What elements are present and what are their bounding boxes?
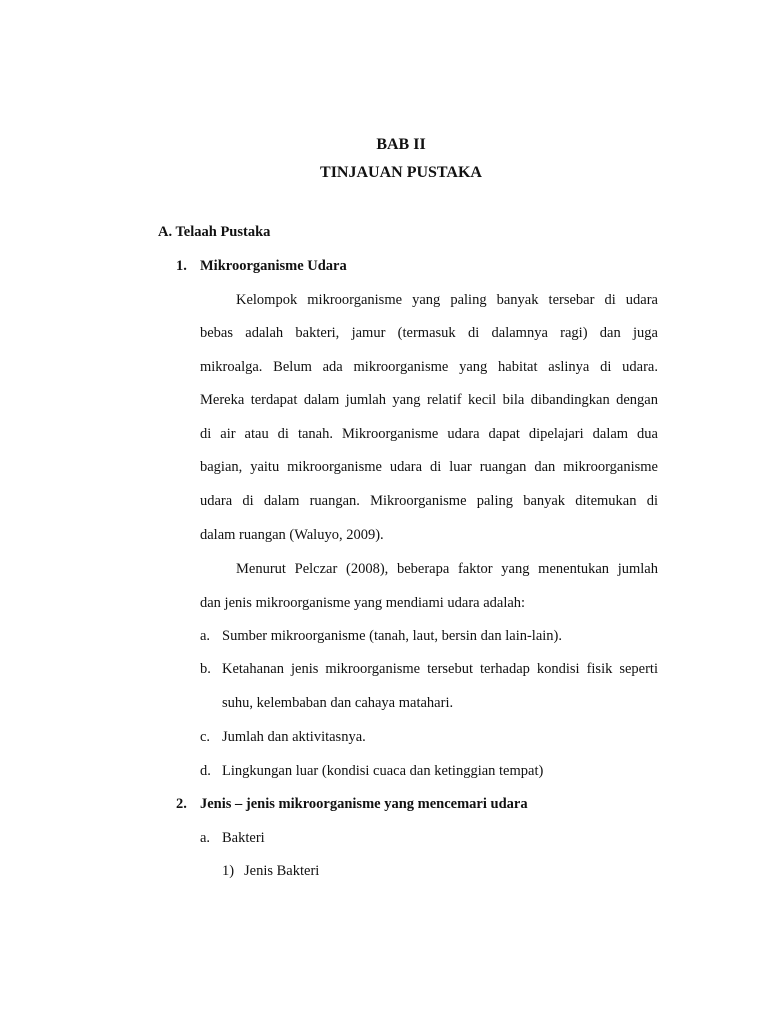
paragraph-line: Mereka terdapat dalam jumlah yang relatif kecil bila dibandingkan dengan [200, 392, 658, 408]
list-item-continued: suhu, kelembaban dan cahaya matahari. [222, 695, 454, 711]
list-marker: b. [200, 661, 211, 677]
list-item: Jumlah dan aktivitasnya. [222, 729, 366, 745]
paragraph-line: udara di dalam ruangan. Mikroorganisme paling banyak ditemukan di [200, 493, 658, 509]
paragraph-line: di air atau di tanah. Mikroorganisme udara dapat dipelajari dalam dua [200, 426, 658, 442]
paragraph-line: dalam ruangan (Waluyo, 2009). [200, 527, 384, 543]
list-marker: d. [200, 763, 211, 779]
paragraph-line: mikroalga. Belum ada mikroorganisme yang habitat aslinya di udara. [200, 359, 658, 375]
chapter-title: TINJAUAN PUSTAKA [320, 164, 482, 181]
paragraph-line: Menurut Pelczar (2008), beberapa faktor yang menentukan jumlah [236, 561, 658, 577]
list-marker: a. [200, 628, 211, 644]
list-item: Jenis Bakteri [244, 863, 320, 879]
list-marker: a. [200, 830, 211, 846]
paragraph-line: dan jenis mikroorganisme yang mendiami udara adalah: [200, 595, 526, 611]
list-item: Ketahanan jenis mikroorganisme tersebut terhadap kondisi fisik seperti [222, 661, 658, 677]
subsection-1-title: Mikroorganisme Udara [200, 258, 347, 274]
paragraph-line: bagian, yaitu mikroorganisme udara di luar ruangan dan mikroorganisme [200, 459, 658, 475]
subsection-2-number: 2. [176, 796, 187, 812]
list-item: Sumber mikroorganisme (tanah, laut, bersin dan lain-lain). [222, 628, 562, 644]
list-item: Lingkungan luar (kondisi cuaca dan ketinggian tempat) [222, 763, 544, 779]
paragraph-line: bebas adalah bakteri, jamur (termasuk di dalamnya ragi) dan juga [200, 325, 658, 341]
list-item: Bakteri [222, 830, 265, 846]
subsection-1-number: 1. [176, 258, 187, 274]
list-marker: 1) [222, 863, 235, 879]
chapter-number: BAB II [376, 136, 426, 153]
section-heading: A. Telaah Pustaka [158, 224, 271, 240]
paragraph-line: Kelompok mikroorganisme yang paling banyak tersebar di udara [236, 292, 658, 308]
subsection-2-title: Jenis – jenis mikroorganisme yang mencemari udara [200, 796, 528, 812]
list-marker: c. [200, 729, 211, 745]
